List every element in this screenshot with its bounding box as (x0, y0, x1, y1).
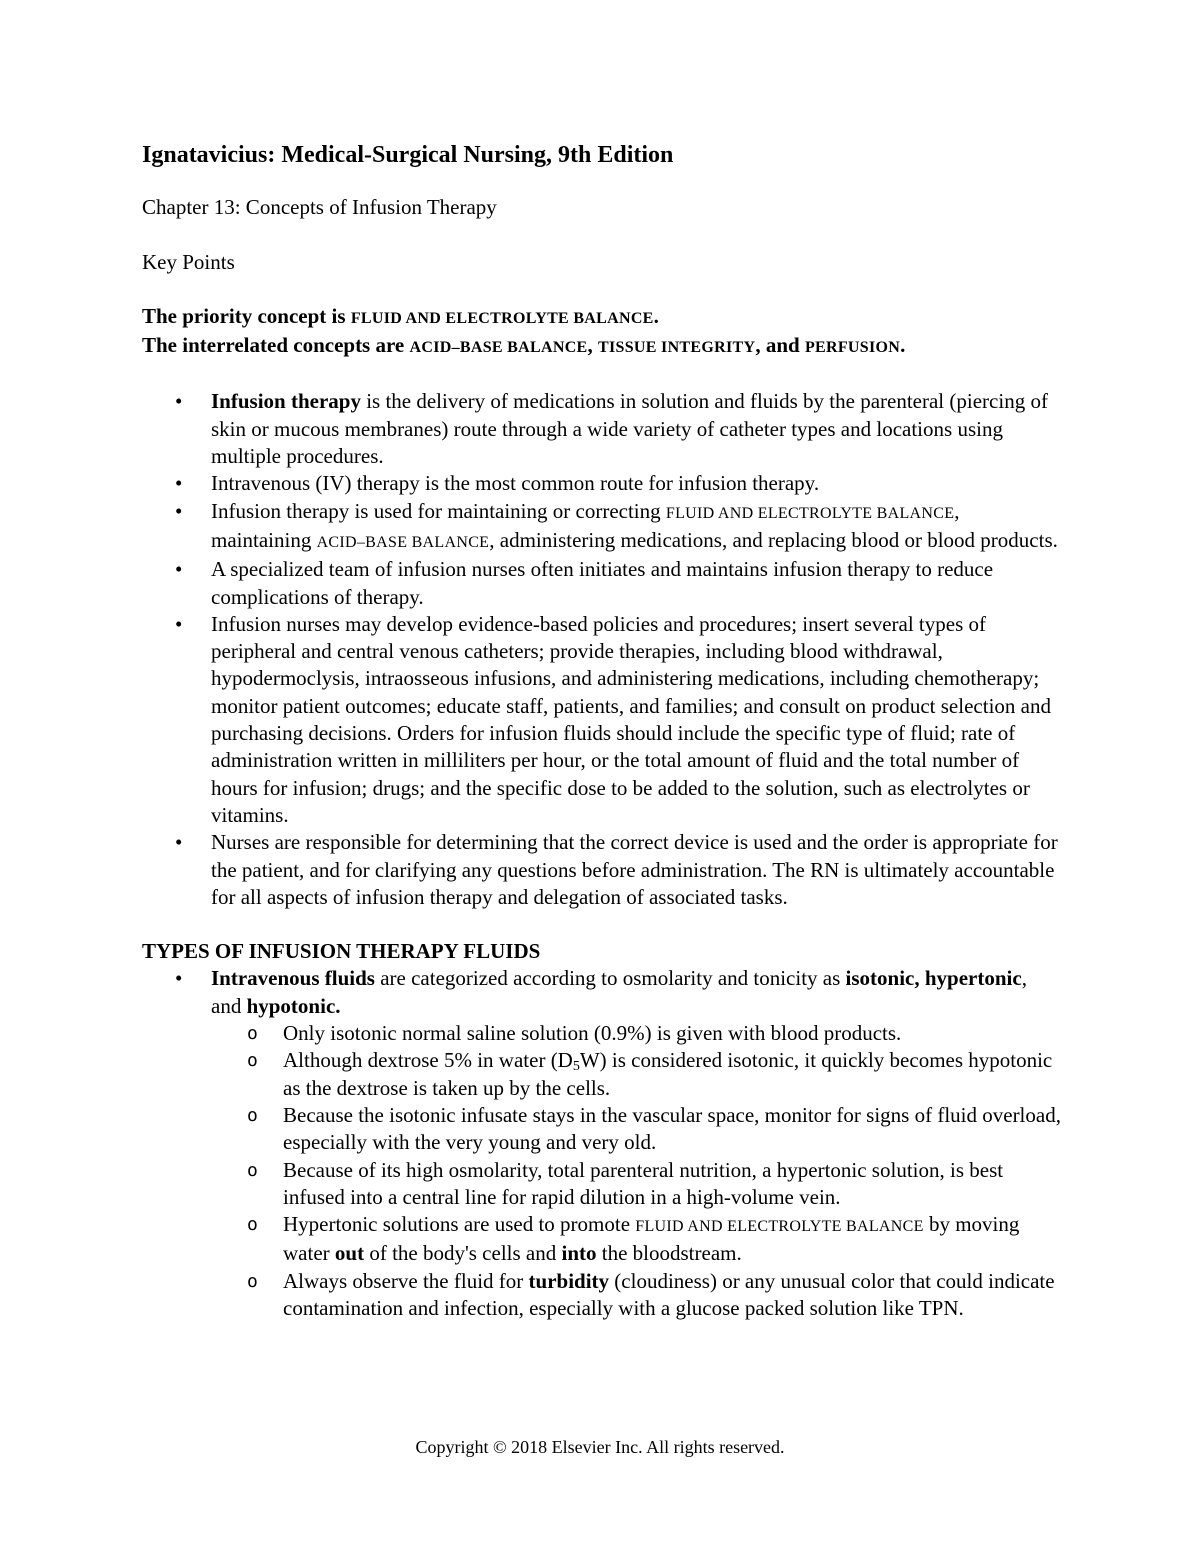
list-item: • Nurses are responsible for determining that the correct device is used and the order is appropriate for the patient, and for clarifying any questions before administration. The RN is ultimately accountable for all aspects of infusion therapy and delegation of associated tasks. (142, 829, 1062, 911)
copyright-footer: Copyright © 2018 Elsevier Inc. All rights reserved. (415, 1437, 785, 1457)
sublist-item: o Because of its high osmolarity, total parenteral nutrition, a hypertonic solution, is best infused into a central line for rapid dilution in a high-volume vein. (211, 1157, 1062, 1212)
key-points-list (142, 388, 1062, 911)
sublist-item: o Although dextrose 5% in water $(D_5W)$ is considered isotonic, it quickly becomes hypotonic as the dextrose is taken up by the cells. (211, 1047, 1062, 1102)
document-title: Ignatavicius: Medical-Surgical Nursing, 9th Edition (142, 142, 674, 168)
section-heading: TYPES OF INFUSION THERAPY FLUIDS (142, 939, 541, 964)
list-item: • Infusion therapy is used for maintaining or correcting FLUID AND ELECTROLYTE BALANCE, maintaining ACID–BASE BALANCE, administering medications, and replacing blood or blood products. (142, 498, 1062, 557)
fluids-list (142, 965, 1062, 1322)
list-item: • Infusion therapy is the delivery of medications in solution and fluids by the parenteral (piercing of skin or mucous membranes) route through a wide variety of catheter types and locations using multiple procedures. (142, 388, 1062, 470)
list-item: • Infusion nurses may develop evidence-based policies and procedures; insert several types of peripheral and central venous catheters; provide therapies, including blood withdrawal, hypodermoclysis, intraosseous infusions, and administering medications, including chemotherapy; monitor patient outcomes; educate staff, patients, and families; and consult on product selection and purchasing decisions. Orders for infusion fluids should include the specific type of fluid; rate of administration written in milliliters per hour, or the total amount of fluid and the total number of hours for infusion; drugs; and the specific dose to be added to the solution, such as electrolytes or vitamins. (142, 611, 1062, 829)
list-item: • A specialized team of infusion nurses often initiates and maintains infusion therapy to reduce complications of therapy. (142, 556, 1062, 611)
list-item: • Intravenous fluids are categorized according to osmolarity and tonicity as isotonic, hypertonic, and hypotonic. o Only isotonic normal saline solution (0.9%) is given with blood products. o Although dextrose 5% in water $(D_5W)$ is considered isotonic, it quickly becomes hypotonic as the dextrose is taken up by the cells. o Because the isotonic infusate stays in the vascular space, monitor for signs of fluid overload, especially with the very young and very old. o Because of its high osmolarity, total parenteral nutrition, a hypertonic solution, is best infused into a central line for rapid dilution in a high-volume vein. o Hypertonic solutions are used to promote FLUID AND ELECTROLYTE BALANCE by moving water out of the body's cells and into the bloodstream. o Always observe the fluid for turbidity (cloudiness) or any unusual color that could indicate contamination and infection, especially with a glucose packed solution like TPN. (142, 965, 1062, 1322)
sublist-item: o Hypertonic solutions are used to promote FLUID AND ELECTROLYTE BALANCE by moving water out of the body's cells and into the bloodstream. (211, 1211, 1062, 1268)
chapter-heading: Chapter 13: Concepts of Infusion Therapy (142, 195, 497, 220)
fluids-sublist (211, 1020, 1062, 1322)
key-points-heading: Key Points (142, 249, 235, 274)
list-item: • Intravenous (IV) therapy is the most common route for infusion therapy. (142, 470, 1062, 497)
sublist-item: o Only isotonic normal saline solution (0.9%) is given with blood products. (211, 1020, 1062, 1047)
page-content (142, 142, 1062, 1322)
priority-concept: The priority concept is FLUID AND ELECTROLYTE BALANCE. (142, 303, 659, 328)
interrelated-concepts: The interrelated concepts are ACID–BASE BALANCE, TISSUE INTEGRITY, and PERFUSION. (142, 333, 906, 358)
sublist-item: o Because the isotonic infusate stays in the vascular space, monitor for signs of fluid overload, especially with the very young and very old. (211, 1102, 1062, 1157)
sublist-item: o Always observe the fluid for turbidity (cloudiness) or any unusual color that could indicate contamination and infection, especially with a glucose packed solution like TPN. (211, 1268, 1062, 1323)
